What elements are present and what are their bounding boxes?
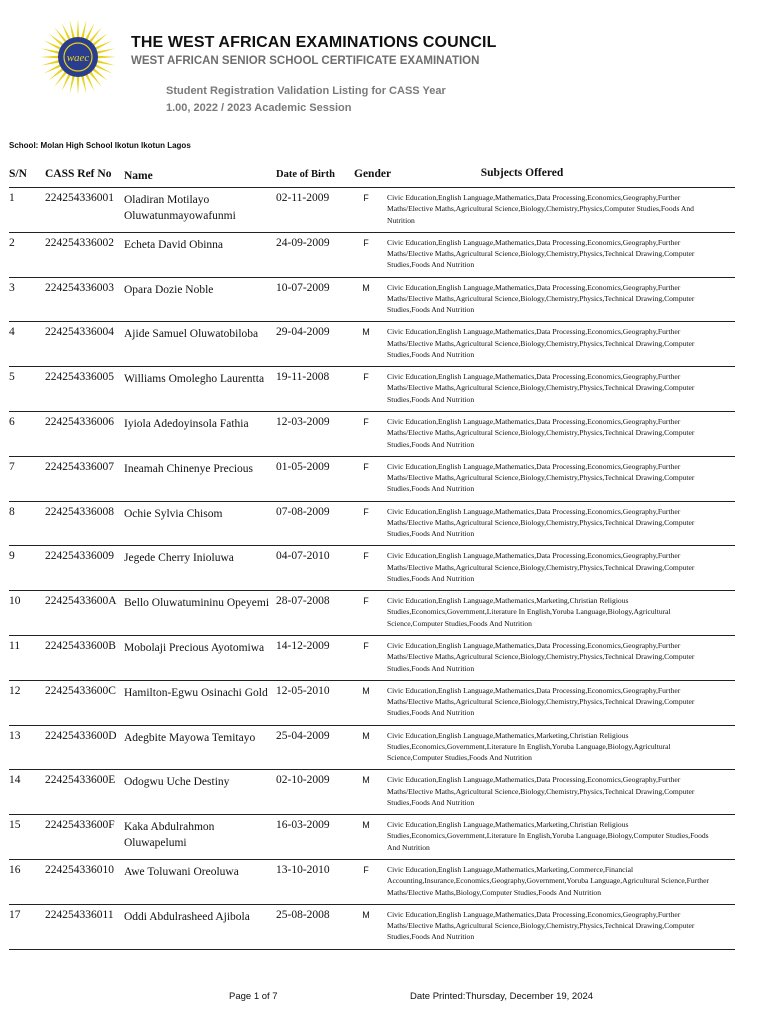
table-row [9,233,735,278]
cell-sn: 10 [9,595,21,608]
cell-name: Ochie Sylvia Chisom [124,507,223,520]
cell-gender: M [362,909,370,920]
waec-logo-icon [38,17,118,97]
cell-subjects: Civic Education,English Language,Mathematics,Data Processing,Economics,Geography,Further Maths/Elective Maths,Agricultural Science,Biology,Chemistry,Physics,Technical Drawing,Computer Studies,Foods And Nutrition [387,282,695,315]
cell-ref: 224254336001 [45,192,114,204]
cell-dob: 04-07-2010 [276,550,330,563]
cell-sn: 13 [9,729,21,742]
cell-dob: 07-08-2009 [276,505,330,518]
cell-ref: 224254336006 [45,415,114,428]
cell-subjects: Civic Education,English Language,Mathematics,Data Processing,Economics,Geography,Further Maths/Elective Maths,Agricultural Science,Biology,Chemistry,Physics,Technical Drawing,Computer Studies,Foods And Nutrition [387,327,695,359]
cell-gender: F [363,237,369,248]
cell-ref: 224254336002 [45,236,114,249]
cell-gender: M [362,730,370,741]
col-header-subjects: Subjects Offered [480,167,564,179]
table-row [9,412,735,457]
logo-lettering: waec [66,52,90,64]
cell-name: Ajide Samuel Oluwatobiloba [124,328,259,341]
cell-dob: 25-08-2008 [276,908,330,921]
cell-dob: 13-10-2010 [276,863,330,876]
cell-subjects: Civic Education,English Language,Mathematics,Data Processing,Economics,Geography,Further Maths/Elective Maths,Agricultural Science,Biology,Chemistry,Physics,Technical Drawing,Computer Studies,Foods And Nutrition [387,416,695,449]
cell-name: Ineamah Chinenye Precious [124,462,254,475]
cell-name: Adegbite Mayowa Temitayo [124,731,256,744]
col-header-name: Name [124,170,153,182]
table-row [9,681,735,726]
cell-dob: 28-07-2008 [276,595,330,608]
page-number: Page 1 of 7 [229,991,278,1002]
cell-subjects: Civic Education,English Language,Mathematics,Data Processing,Economics,Geography,Further Maths/Elective Maths,Agricultural Science,Biology,Chemistry,Physics,Technical Drawing,Computer Studies,Foods And Nutrition [387,775,695,807]
cell-sn: 4 [9,326,15,339]
cell-ref: 22425433600F [45,819,115,832]
cell-subjects: Civic Education,English Language,Mathematics,Data Processing,Economics,Geography,Further Maths/Elective Maths,Agricultural Science,Biology,Chemistry,Physics,Computer Studies,Foods And Nutrition [387,193,694,225]
cell-ref: 224254336005 [45,371,114,384]
cell-gender: F [363,551,369,562]
table-row [9,322,735,367]
cell-gender: F [363,416,369,427]
table-row [9,457,735,502]
col-header-sn: S/N [9,168,27,180]
cell-name: Odogwu Uche Destiny [124,776,230,789]
cell-dob: 16-03-2009 [276,819,330,832]
cell-name: Oladiran Motilayo Oluwatunmayowafunmi [124,194,236,222]
cell-dob: 12-05-2010 [276,684,330,697]
cell-gender: F [363,372,369,383]
cell-ref: 224254336007 [45,460,114,473]
cell-subjects: Civic Education,English Language,Mathematics,Data Processing,Economics,Geography,Further Maths/Elective Maths,Agricultural Science,Biology,Chemistry,Physics,Technical Drawing,Computer Studies,Foods And Nutrition [387,551,695,583]
cell-subjects: Civic Education,English Language,Mathematics,Data Processing,Economics,Geography,Further Maths/Elective Maths,Agricultural Science,Biology,Chemistry,Physics,Technical Drawing,Computer Studies,Foods And Nutrition [387,506,695,539]
cell-dob: 02-10-2009 [276,774,330,787]
cell-sn: 6 [9,415,15,428]
col-header-gender: Gender [354,168,392,180]
cell-name: Iyiola Adedoyinsola Fathia [124,417,249,430]
table-row [9,546,735,591]
cell-sn: 5 [9,371,15,384]
cell-name: Bello Oluwatumininu Opeyemi [124,597,270,610]
table-body [9,188,735,950]
cell-name: Opara Dozie Noble [124,283,214,296]
cell-ref: 22425433600C [45,684,116,697]
cell-sn: 11 [9,639,21,652]
cell-subjects: Civic Education,English Language,Mathematics,Marketing,Christian Religious Studies,Economics,Government,Literature In English,Yoruba Language,Biology,Computer Studies,Foods And Nutrition [387,820,709,852]
cell-sn: 16 [9,863,21,876]
cell-subjects: Civic Education,English Language,Mathematics,Data Processing,Economics,Geography,Further Maths/Elective Maths,Agricultural Science,Biology,Chemistry,Physics,Technical Drawing,Computer Studies,Foods And Nutrition [387,909,695,942]
cell-subjects: Civic Education,English Language,Mathematics,Marketing,Commerce,Financial Accounting,Insurance,Economics,Geography,Government,Yoruba Language,Agricultural Science,Further Maths/Elective Maths,Biology,Computer Studies,Foods And Nutrition [387,864,710,897]
col-header-ref: CASS Ref No [45,168,112,180]
cell-dob: 24-09-2009 [276,236,330,249]
cell-gender: F [363,193,369,203]
cell-sn: 7 [9,460,15,473]
table-row [9,278,735,323]
council-title: THE WEST AFRICAN EXAMINATIONS COUNCIL [131,34,497,51]
cell-dob: 25-04-2009 [276,729,330,742]
cell-gender: F [363,506,369,517]
cell-name: Oddi Abdulrasheed Ajibola [124,910,250,923]
table-row [9,591,735,636]
school-name: School: Molan High School Ikotun Ikotun Lagos [9,141,191,150]
cell-ref: 22425433600E [45,774,116,787]
table-row [9,188,735,233]
cell-dob: 14-12-2009 [276,639,330,652]
table-row [9,860,735,905]
cell-sn: 9 [9,550,15,563]
cell-ref: 22425433600D [45,729,117,742]
student-table [9,165,735,950]
cell-name: Mobolaji Precious Ayotomiwa [124,641,265,654]
cell-gender: F [363,461,369,472]
cell-dob: 02-11-2009 [276,192,330,204]
table-row [9,367,735,412]
table-row [9,502,735,547]
cell-subjects: Civic Education,English Language,Mathematics,Data Processing,Economics,Geography,Further Maths/Elective Maths,Agricultural Science,Biology,Chemistry,Physics,Technical Drawing,Computer Studies,Foods And Nutrition [387,237,695,270]
cell-subjects: Civic Education,English Language,Mathematics,Marketing,Christian Religious Studies,Economics,Government,Literature In English,Yoruba Language,Biology,Agricultural Science,Computer Studies,Foods And Nutrition [387,596,671,628]
cell-gender: F [363,596,369,607]
col-header-dob: Date of Birth [276,169,335,180]
cell-ref: 22425433600A [45,595,117,608]
cell-sn: 1 [9,192,15,204]
cell-sn: 8 [9,505,15,518]
waec-logo [38,17,118,97]
cell-ref: 224254336010 [45,863,114,876]
cell-sn: 14 [9,774,21,787]
table-header [9,165,735,188]
cell-dob: 12-03-2009 [276,415,330,428]
cell-sn: 3 [9,281,15,294]
cell-name: Awe Toluwani Oreoluwa [124,865,239,878]
cell-subjects: Civic Education,English Language,Mathematics,Data Processing,Economics,Geography,Further Maths/Elective Maths,Agricultural Science,Biology,Chemistry,Physics,Technical Drawing,Computer Studies,Foods And Nutrition [387,685,695,718]
cell-gender: M [362,775,370,786]
table-row [9,905,735,950]
cell-sn: 12 [9,684,21,697]
cell-gender: M [362,685,370,696]
table-row [9,726,735,771]
cell-subjects: Civic Education,English Language,Mathematics,Data Processing,Economics,Geography,Further Maths/Elective Maths,Agricultural Science,Biology,Chemistry,Physics,Technical Drawing,Computer Studies,Foods And Nutrition [387,461,695,494]
cell-subjects: Civic Education,English Language,Mathematics,Data Processing,Economics,Geography,Further Maths/Elective Maths,Agricultural Science,Biology,Chemistry,Physics,Technical Drawing,Computer Studies,Foods And Nutrition [387,372,695,404]
cell-name: Hamilton-Egwu Osinachi Gold [124,686,268,699]
cell-subjects: Civic Education,English Language,Mathematics,Data Processing,Economics,Geography,Further Maths/Elective Maths,Agricultural Science,Biology,Chemistry,Physics,Technical Drawing,Computer Studies,Foods And Nutrition [387,640,695,673]
cell-ref: 224254336011 [45,908,114,921]
cell-dob: 10-07-2009 [276,281,330,294]
listing-title: Student Registration Validation Listing for CASS Year 1.00, 2022 / 2023 Academic Session [166,85,446,114]
exam-subtitle: WEST AFRICAN SENIOR SCHOOL CERTIFICATE EXAMINATION [131,55,480,67]
cell-name: Echeta David Obinna [124,238,223,251]
cell-ref: 22425433600B [45,639,116,652]
cell-gender: F [363,864,369,875]
cell-ref: 224254336008 [45,505,114,518]
cell-ref: 224254336003 [45,281,114,294]
cell-gender: M [362,820,370,831]
cell-sn: 17 [9,908,21,921]
cell-dob: 29-04-2009 [276,326,330,339]
cell-name: Jegede Cherry Inioluwa [124,552,234,565]
cell-ref: 224254336009 [45,550,114,563]
cell-dob: 01-05-2009 [276,460,330,473]
cell-gender: F [363,640,369,651]
cell-dob: 19-11-2008 [276,371,330,384]
date-printed: Date Printed:Thursday, December 19, 2024 [410,991,594,1002]
cell-ref: 224254336004 [45,326,114,339]
cell-subjects: Civic Education,English Language,Mathematics,Marketing,Christian Religious Studies,Economics,Government,Literature In English,Yoruba Language,Biology,Agricultural Science,Computer Studies,Foods And Nutrition [387,730,671,763]
cell-gender: M [362,327,370,338]
cell-sn: 15 [9,819,21,832]
table-row [9,636,735,681]
cell-gender: M [362,282,370,293]
table-row [9,770,735,815]
table-row [9,815,735,860]
cell-name: Williams Omolegho Laurentta [124,373,265,386]
cell-sn: 2 [9,236,15,249]
cell-name: Kaka Abdulrahmon Oluwapelumi [124,821,215,850]
